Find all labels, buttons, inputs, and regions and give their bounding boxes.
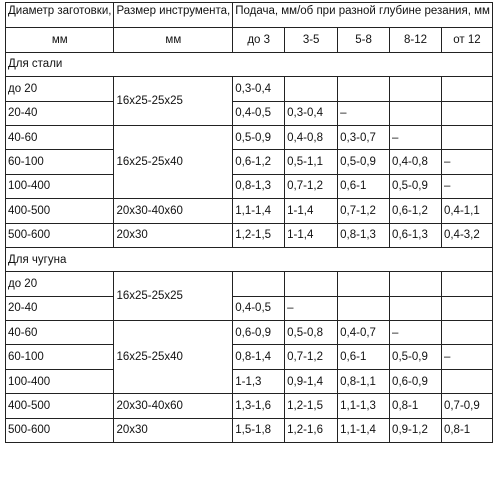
tool-size-cell: 16х25-25х40 bbox=[114, 321, 233, 394]
feed-cell: 0,6-0,9 bbox=[233, 321, 285, 345]
feed-cell bbox=[285, 272, 338, 296]
feed-cell: 0,5-0,8 bbox=[285, 321, 338, 345]
feed-cell: 1-1,4 bbox=[285, 223, 338, 247]
feed-cell bbox=[233, 272, 285, 296]
feed-cell: 0,7-1,2 bbox=[338, 199, 390, 223]
diameter-cell: до 20 bbox=[6, 272, 114, 296]
section-title: Для стали bbox=[6, 52, 493, 76]
depth-header-2: 3-5 bbox=[285, 28, 338, 52]
feed-cell bbox=[441, 369, 492, 393]
feed-cell: 0,4-0,8 bbox=[390, 150, 442, 174]
table-row bbox=[6, 321, 493, 345]
table-row bbox=[6, 394, 493, 418]
feed-cell: 0,9-1,4 bbox=[285, 369, 338, 393]
feed-cell bbox=[338, 272, 390, 296]
feed-cell bbox=[285, 77, 338, 101]
table-row bbox=[6, 296, 493, 320]
feed-cell: 0,5-0,9 bbox=[390, 174, 442, 198]
feed-cell: – bbox=[285, 296, 338, 320]
table-row bbox=[6, 150, 493, 174]
tool-size-cell: 20х30-40х60 bbox=[114, 394, 233, 418]
diameter-cell: 60-100 bbox=[6, 345, 114, 369]
feed-cell: – bbox=[441, 174, 492, 198]
feed-cell bbox=[441, 272, 492, 296]
feed-cell: 0,4-0,5 bbox=[233, 101, 285, 125]
diameter-cell: 20-40 bbox=[6, 101, 114, 125]
depth-header-5: от 12 bbox=[441, 28, 492, 52]
feed-cell: 1,2-1,6 bbox=[285, 418, 338, 442]
feed-cell: – bbox=[441, 345, 492, 369]
diameter-cell: до 20 bbox=[6, 77, 114, 101]
feed-cell: 1,1-1,3 bbox=[338, 394, 390, 418]
table-row bbox=[6, 125, 493, 149]
feed-cell: 0,4-0,5 bbox=[233, 296, 285, 320]
diameter-cell: 400-500 bbox=[6, 394, 114, 418]
feed-cell bbox=[390, 101, 442, 125]
table-row bbox=[6, 77, 493, 101]
table-row bbox=[6, 418, 493, 442]
feed-cell: 0,6-1 bbox=[338, 345, 390, 369]
feed-cell: 1,1-1,4 bbox=[233, 199, 285, 223]
diameter-cell: 500-600 bbox=[6, 223, 114, 247]
feed-cell bbox=[441, 101, 492, 125]
feed-cell: 0,8-1,1 bbox=[338, 369, 390, 393]
table-row bbox=[6, 101, 493, 125]
table-row bbox=[6, 369, 493, 393]
diameter-cell: 20-40 bbox=[6, 296, 114, 320]
feed-cell: 0,3-0,4 bbox=[233, 77, 285, 101]
feed-cell: 1,1-1,4 bbox=[338, 418, 390, 442]
diameter-cell: 100-400 bbox=[6, 369, 114, 393]
depth-header-3: 5-8 bbox=[338, 28, 390, 52]
feed-cell bbox=[441, 77, 492, 101]
section-title: Для чугуна bbox=[6, 247, 493, 271]
feed-cell: 0,8-1 bbox=[390, 394, 442, 418]
table-row bbox=[6, 174, 493, 198]
feed-cell: 0,8-1,4 bbox=[233, 345, 285, 369]
section-steel-row bbox=[6, 52, 493, 76]
diameter-cell: 400-500 bbox=[6, 199, 114, 223]
feed-cell: 0,6-1 bbox=[338, 174, 390, 198]
feed-cell: 0,3-0,7 bbox=[338, 125, 390, 149]
feed-cell: 0,8-1,3 bbox=[233, 174, 285, 198]
table-row bbox=[6, 223, 493, 247]
feed-cell: 0,6-1,2 bbox=[390, 199, 442, 223]
feed-cell: 0,5-1,1 bbox=[285, 150, 338, 174]
feed-cell bbox=[390, 77, 442, 101]
feed-cell: 0,7-0,9 bbox=[441, 394, 492, 418]
feed-cell bbox=[390, 272, 442, 296]
table-row bbox=[6, 345, 493, 369]
feed-cell: 0,7-1,2 bbox=[285, 174, 338, 198]
feed-cell: 1,2-1,5 bbox=[285, 394, 338, 418]
tool-size-cell: 20х30 bbox=[114, 418, 233, 442]
feed-cell bbox=[441, 321, 492, 345]
header-diameter-unit: мм bbox=[6, 28, 114, 52]
depth-header-1: до 3 bbox=[233, 28, 285, 52]
tool-size-cell: 16х25-25х25 bbox=[114, 77, 233, 126]
diameter-cell: 40-60 bbox=[6, 321, 114, 345]
header-unit-row bbox=[6, 28, 493, 52]
section-iron-row bbox=[6, 247, 493, 271]
feed-cell: – bbox=[441, 150, 492, 174]
feed-cell: 1,3-1,6 bbox=[233, 394, 285, 418]
feed-cell: 0,6-0,9 bbox=[390, 369, 442, 393]
feed-cell: 0,6-1,3 bbox=[390, 223, 442, 247]
feed-cell bbox=[338, 296, 390, 320]
diameter-cell: 60-100 bbox=[6, 150, 114, 174]
feed-cell bbox=[338, 77, 390, 101]
feed-cell: 0,9-1,2 bbox=[390, 418, 442, 442]
tool-size-cell: 20х30 bbox=[114, 223, 233, 247]
feed-cell: 0,3-0,4 bbox=[285, 101, 338, 125]
feed-cell: 0,7-1,2 bbox=[285, 345, 338, 369]
feed-cell: – bbox=[338, 101, 390, 125]
tool-size-cell: 16х25-25х25 bbox=[114, 272, 233, 321]
feed-cell: 1,5-1,8 bbox=[233, 418, 285, 442]
feed-cell: 0,5-0,9 bbox=[233, 125, 285, 149]
header-diameter: Диаметр заготовки, bbox=[6, 3, 114, 28]
feed-cell bbox=[390, 296, 442, 320]
feed-rate-table bbox=[5, 2, 493, 443]
feed-cell: – bbox=[390, 125, 442, 149]
tool-size-cell: 16х25-25х40 bbox=[114, 125, 233, 198]
feed-cell: 0,4-0,7 bbox=[338, 321, 390, 345]
feed-cell: 0,4-1,1 bbox=[441, 199, 492, 223]
depth-header-4: 8-12 bbox=[390, 28, 442, 52]
feed-cell bbox=[441, 296, 492, 320]
header-tool-unit: мм bbox=[114, 28, 233, 52]
table-row bbox=[6, 199, 493, 223]
header-tool-size: Размер инструмента, bbox=[114, 3, 233, 28]
tool-size-cell: 20х30-40х60 bbox=[114, 199, 233, 223]
feed-cell: 1-1,3 bbox=[233, 369, 285, 393]
feed-cell: 0,5-0,9 bbox=[390, 345, 442, 369]
diameter-cell: 100-400 bbox=[6, 174, 114, 198]
feed-cell: 0,8-1,3 bbox=[338, 223, 390, 247]
feed-cell: 0,5-0,9 bbox=[338, 150, 390, 174]
table-row bbox=[6, 272, 493, 296]
feed-cell: 0,4-0,8 bbox=[285, 125, 338, 149]
feed-cell: 0,8-1 bbox=[441, 418, 492, 442]
feed-cell: 0,4-3,2 bbox=[441, 223, 492, 247]
diameter-cell: 500-600 bbox=[6, 418, 114, 442]
feed-cell: 1,2-1,5 bbox=[233, 223, 285, 247]
feed-cell: 0,6-1,2 bbox=[233, 150, 285, 174]
feed-cell bbox=[441, 125, 492, 149]
header-feed: Подача, мм/об при разной глубине резания, мм bbox=[233, 3, 493, 28]
header-row bbox=[6, 3, 493, 28]
diameter-cell: 40-60 bbox=[6, 125, 114, 149]
feed-cell: 1-1,4 bbox=[285, 199, 338, 223]
feed-cell: – bbox=[390, 321, 442, 345]
